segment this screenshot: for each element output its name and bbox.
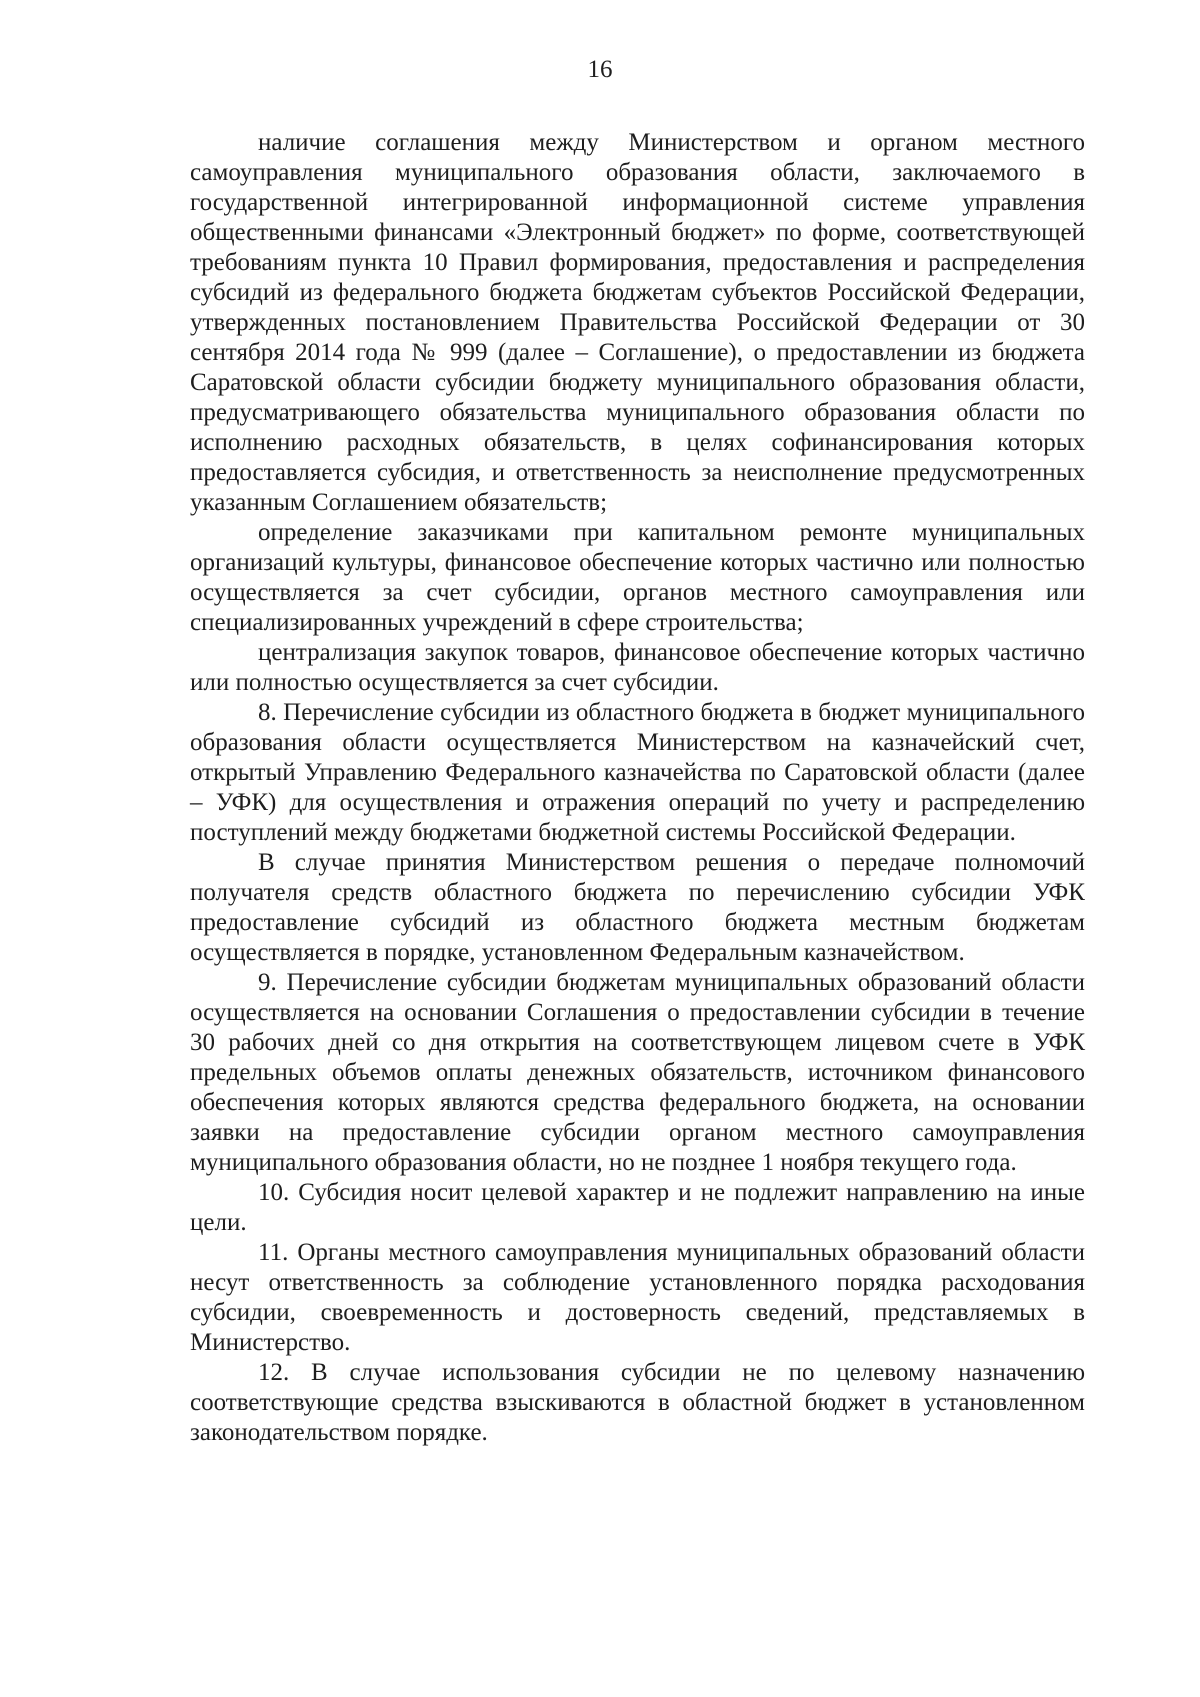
paragraph-procurement-centralization: централизация закупок товаров, финансовое обеспечение которых частично или полностью осуществляется за счет субсидии. (190, 639, 1085, 696)
document-body (190, 128, 1085, 1448)
paragraph-item-8-ufk: В случае принятия Министерством решения о передаче полномочий получателя средств областного бюджета по перечислению субсидии УФК предоставление субсидий из областного бюджета местным бюджетам осуществляется в порядке, установленном Федеральным казначейством. (190, 849, 1085, 966)
paragraph-item-11: 11. Органы местного самоуправления муниципальных образований области несут ответственность за соблюдение установленного порядка расходования субсидии, своевременность и достоверность сведений, представляемых в Министерство. (190, 1239, 1085, 1356)
paragraph-customer-definition: определение заказчиками при капитальном ремонте муниципальных организаций культуры, финансовое обеспечение которых частично или полностью осуществляется за счет субсидии, органов местного самоуправления или специализированных учреждений в сфере строительства; (190, 519, 1085, 636)
paragraph-item-9: 9. Перечисление субсидии бюджетам муниципальных образований области осуществляется на основании Соглашения о предоставлении субсидии в течение 30 рабочих дней со дня открытия на соответствующем лицевом счете в УФК предельных объемов оплаты денежных обязательств, источником финансового обеспечения которых являются средства федерального бюджета, на основании заявки на предоставление субсидии органом местного самоуправления муниципального образования области, но не позднее 1 ноября текущего года. (190, 969, 1085, 1176)
paragraph-item-12: 12. В случае использования субсидии не по целевому назначению соответствующие средства взыскиваются в областной бюджет в установленном законодательством порядке. (190, 1359, 1085, 1446)
page-number: 16 (587, 56, 613, 83)
paragraph-item-10: 10. Субсидия носит целевой характер и не подлежит направлению на иные цели. (190, 1179, 1085, 1236)
paragraph-agreement-condition: наличие соглашения между Министерством и органом местного самоуправления муниципального образования области, заключаемого в государственной интегрированной информационной системе управления общественными финансами «Электронный бюджет» по форме, соответствующей требованиям пункта 10 Правил формирования, предоставления и распределения субсидий из федерального бюджета бюджетам субъектов Российской Федерации, утвержденных постановлением Правительства Российской Федерации от 30 сентября 2014 года № 999 (далее – Соглашение), о предоставлении из бюджета Саратовской области субсидии бюджету муниципального образования области, предусматривающего обязательства муниципального образования области по исполнению расходных обязательств, в целях софинансирования которых предоставляется субсидия, и ответственность за неисполнение предусмотренных указанным Соглашением обязательств; (190, 129, 1085, 516)
paragraph-item-8: 8. Перечисление субсидии из областного бюджета в бюджет муниципального образования области осуществляется Министерством на казначейский счет, открытый Управлению Федерального казначейства по Саратовской области (далее – УФК) для осуществления и отражения операций по учету и распределению поступлений между бюджетами бюджетной системы Российской Федерации. (190, 699, 1085, 846)
